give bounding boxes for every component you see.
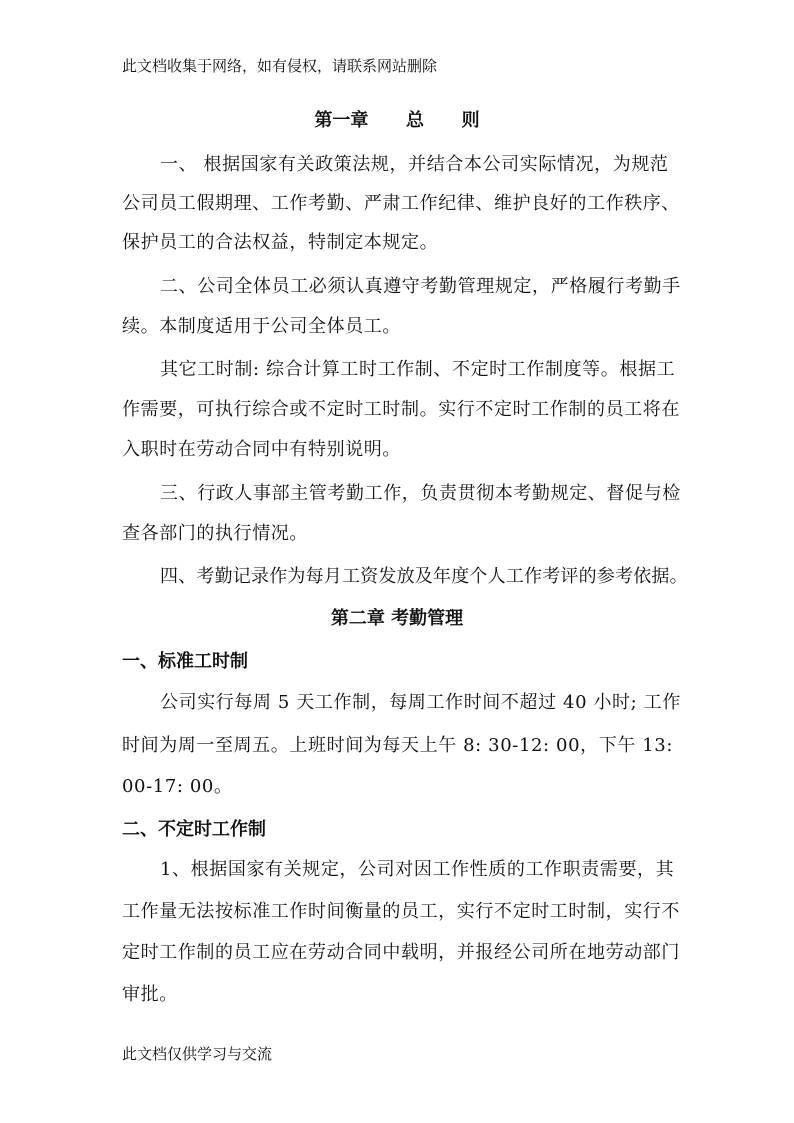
- section1-line-3: 00-17: 00。: [122, 776, 233, 797]
- chapter1-line-4: 二、公司全体员工必须认真遵守考勤管理规定，严格履行考勤手: [160, 276, 681, 297]
- chapter1-line-9: 三、行政人事部主管考勤工作，负责贯彻本考勤规定、督促与检: [160, 483, 681, 504]
- section1-line-2: 时间为周一至周五。上班时间为每天上午 8: 30-12: 00，下午 13:: [122, 735, 674, 756]
- chapter1-line-11: 四、考勤记录作为每月工资发放及年度个人工作考评的参考依据。: [160, 566, 688, 587]
- chapter1-line-10: 查各部门的执行情况。: [122, 523, 308, 544]
- section2-heading: 二、不定时工作制: [122, 819, 266, 840]
- chapter1-line-1: 一、 根据国家有关政策法规，并结合本公司实际情况，为规范: [160, 154, 669, 175]
- header-note: 此文档收集于网络，如有侵权，请联系网站删除: [122, 57, 438, 75]
- chapter1-line-2: 公司员工假期理、工作考勤、严肃工作纪律、维护良好的工作秩序、: [122, 193, 680, 214]
- chapter1-line-6: 其它工时制: 综合计算工时工作制、不定时工作制度等。根据工: [160, 359, 676, 380]
- section1-line-1: 公司实行每周 5 天工作制，每周工作时间不超过 40 小时; 工作: [160, 692, 681, 713]
- chapter1-line-5: 续。本制度适用于公司全体员工。: [122, 316, 401, 337]
- section2-line-4: 审批。: [122, 984, 178, 1005]
- section2-line-1: 1、根据国家有关规定，公司对因工作性质的工作职责需要，其: [160, 859, 675, 880]
- footer-note: 此文档仅供学习与交流: [122, 1045, 273, 1063]
- chapter1-line-7: 作需要，可执行综合或不定时工时制。实行不定时工作制的员工将在: [122, 399, 680, 420]
- chapter2-title: 第二章 考勤管理: [330, 608, 464, 629]
- section2-line-3: 定时工作制的员工应在劳动合同中载明，并报经公司所在地劳动部门: [122, 942, 680, 963]
- chapter1-title: 第一章 总 则: [314, 110, 480, 131]
- section2-line-2: 工作量无法按标准工作时间衡量的员工，实行不定时工时制，实行不: [122, 901, 680, 922]
- chapter1-line-8: 入职时在劳动合同中有特别说明。: [122, 439, 401, 460]
- chapter1-line-3: 保护员工的合法权益，特制定本规定。: [122, 232, 439, 253]
- section1-heading: 一、标准工时制: [122, 651, 248, 672]
